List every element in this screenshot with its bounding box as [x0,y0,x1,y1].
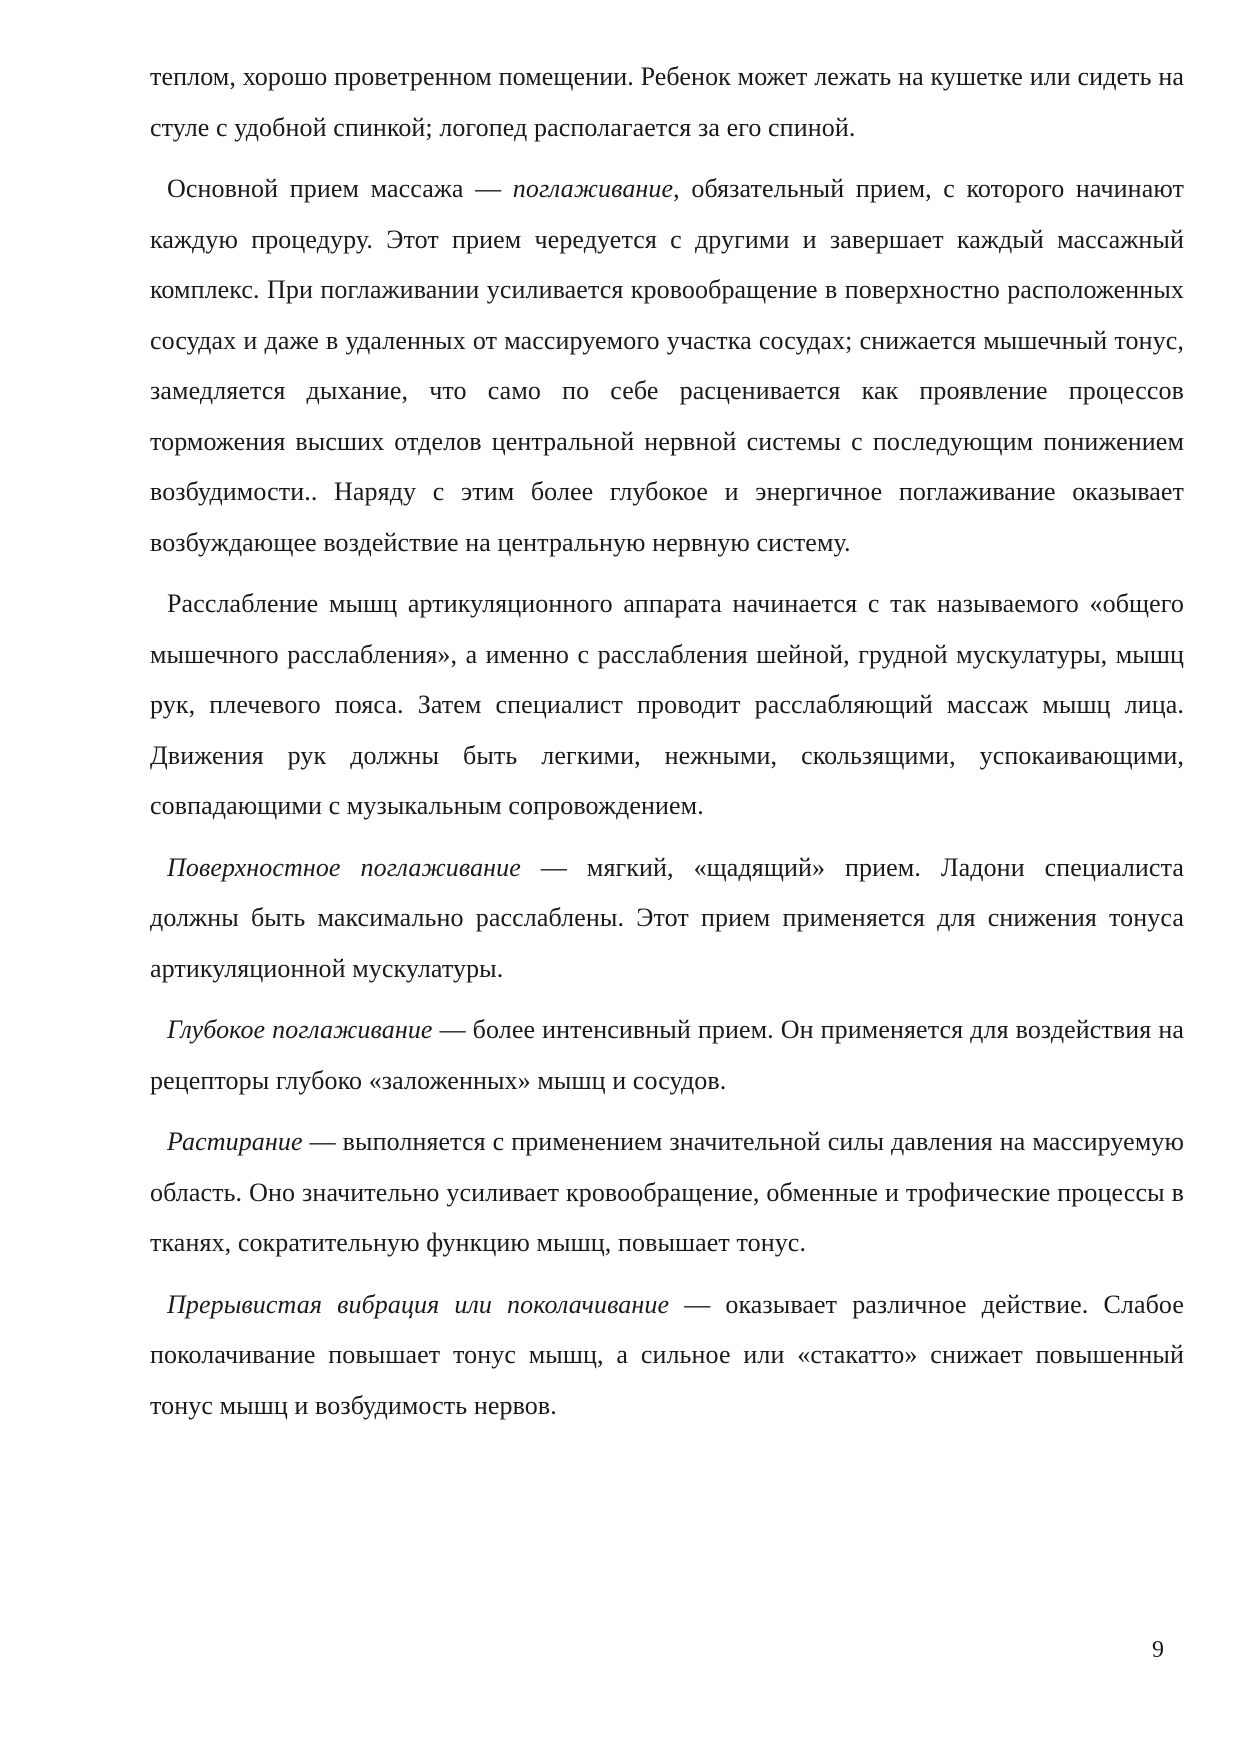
paragraph-stroking [150,164,1184,568]
paragraph-continuation [150,52,1184,153]
term-surface-stroking: Поверхностное поглаживание [167,852,521,882]
paragraph-text: , обязательный прием, с которого начинают каждую процедуру. Этот прием чередуется с другими и завершает каждый массажный комплекс. При поглаживании усиливается кровообращение в поверхностно расположенных сосудах и даже в удаленных от массируемого участка сосудах; снижается мышечный тонус, замедляется дыхание, что само по себе расценивается как проявление процессов торможения высших отделов центральной нервной системы с последующим понижением возбудимости.. Наряду с этим более глубокое и энергичное поглаживание оказывает возбуждающее воздействие на центральную нервную систему. [150,174,1184,557]
page-number: 9 [1152,1637,1164,1663]
term-stroking: поглаживание [512,174,674,203]
paragraph-text: — мягкий, «щадящий» прием. Ладони специалиста должны быть максимально расслаблены. Этот прием применяется для снижения тонуса артикуляционной мускулатуры. [150,852,1184,983]
paragraph-lead: Основной прием массажа — [167,174,513,203]
paragraph-text: — выполняется с применением значительной силы давления на массируемую область. Оно значительно усиливает кровообращение, обменные и трофические процессы в тканях, сократительную функцию мышц, повышает тонус. [150,1127,1184,1257]
paragraph-text: теплом, хорошо проветренном помещении. Ребенок может лежать на кушетке или сидеть на стуле с удобной спинкой; логопед располагается за его спиной. [150,62,1184,142]
paragraph-surface-stroking [150,843,1184,995]
paragraph-text: — более интенсивный прием. Он применяется для воздействия на рецепторы глубоко «заложенных» мышц и сосудов. [150,1015,1184,1095]
term-vibration: Прерывистая вибрация или поколачивание [167,1289,670,1319]
paragraph-text: Расслабление мышц артикуляционного аппарата начинается с так называемого «общего мышечного расслабления», а именно с расслабления шейной, грудной мускулатуры, мышц рук, плечевого пояса. Затем специалист проводит расслабляющий массаж мышц лица. Движения рук должны быть легкими, нежными, скользящими, успокаивающими, совпадающими с музыкальным сопровождением. [150,589,1184,820]
document-page [150,52,1184,1431]
term-deep-stroking: Глубокое поглаживание [167,1015,433,1044]
paragraph-relaxation [150,579,1184,832]
paragraph-rubbing [150,1117,1184,1269]
term-rubbing: Растирание [167,1127,303,1156]
paragraph-deep-stroking [150,1005,1184,1106]
paragraph-vibration [150,1280,1184,1432]
paragraph-text: — оказывает различное действие. Слабое поколачивание повышает тонус мышц, а сильное или «стакатто» снижает повышенный тонус мышц и возбудимость нервов. [150,1289,1184,1420]
